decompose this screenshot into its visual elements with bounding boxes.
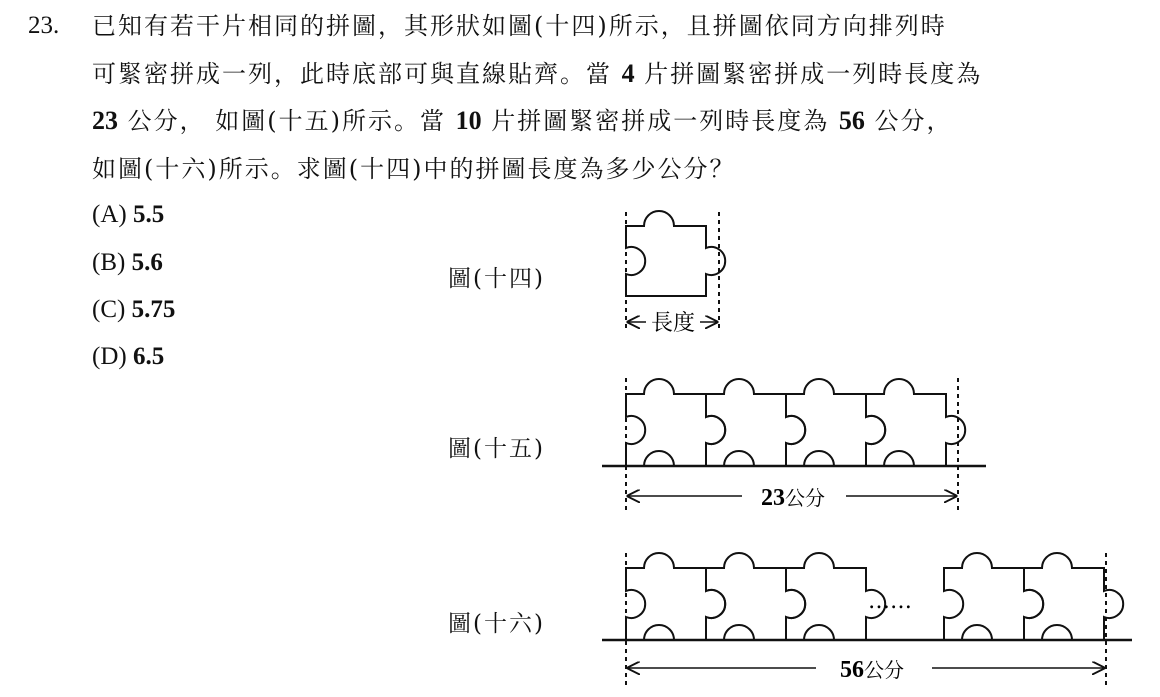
question-text: 可緊密拼成一列，此時底部可與直線貼齊。當 <box>92 60 622 88</box>
option-value: 5.75 <box>131 296 176 323</box>
question-text: 如圖(十六)所示。求圖(十四)中的拼圖長度為多少公分？ <box>92 155 736 183</box>
fig15-piece-3-bottom-notch <box>804 451 834 466</box>
bold-number: 23 <box>92 106 118 135</box>
fig16-piece-9 <box>944 553 1043 640</box>
fig14-label: 圖(十四) <box>448 266 545 292</box>
fig16-piece-2 <box>706 553 805 640</box>
fig16-dim-number: 56 <box>840 657 864 683</box>
question-text: 公分， 如圖(十五)所示。當 <box>118 107 456 135</box>
option-letter: (B) <box>92 249 126 276</box>
fig16-dim-unit: 公分 <box>864 658 904 682</box>
option-letter: (A) <box>92 201 127 228</box>
fig14-piece <box>626 211 725 296</box>
fig15-piece-4 <box>866 379 965 466</box>
ellipsis: …… <box>868 589 912 614</box>
option-value: 6.5 <box>132 343 165 370</box>
fig16-piece-9-bottom-notch <box>962 625 992 640</box>
fig15-piece-2-bottom-notch <box>724 451 754 466</box>
fig15-dimension <box>761 485 825 511</box>
option-letter: (C) <box>92 296 126 323</box>
length-label: 長度 <box>650 311 696 336</box>
fig16-dimension <box>840 657 904 683</box>
fig15-piece-1-bottom-notch <box>644 451 674 466</box>
question-number: 23. <box>28 12 60 39</box>
option-value: 5.5 <box>132 201 165 228</box>
bold-number: 4 <box>621 59 635 88</box>
option-value: 5.6 <box>131 249 163 276</box>
fig15-piece-1 <box>626 379 725 466</box>
fig15-dim-unit: 公分 <box>785 486 825 510</box>
fig15-piece-2 <box>706 379 805 466</box>
fig16-piece-1-bottom-notch <box>644 625 674 640</box>
bold-number: 56 <box>838 106 865 135</box>
fig16-piece-10 <box>1024 553 1123 640</box>
question-text: 公分， <box>864 107 953 135</box>
fig16-piece-2-bottom-notch <box>724 625 754 640</box>
question-text: 已知有若干片相同的拼圖，其形狀如圖(十四)所示，且拼圖依同方向排列時 <box>92 12 947 40</box>
fig15-guides <box>602 378 986 512</box>
option-letter: (D) <box>92 343 127 370</box>
fig16-piece-10-bottom-notch <box>1042 625 1072 640</box>
fig15-piece-3 <box>786 379 885 466</box>
fig15-dim-number: 23 <box>761 485 785 511</box>
fig15-label: 圖(十五) <box>448 436 545 462</box>
fig16-piece-3-bottom-notch <box>804 625 834 640</box>
fig16-piece-1 <box>626 553 725 640</box>
question-text: 片拼圖緊密拼成一列時長度為 <box>634 60 983 88</box>
fig15-piece-4-bottom-notch <box>884 451 914 466</box>
bold-number: 10 <box>455 106 482 135</box>
question-text: 片拼圖緊密拼成一列時長度為 <box>481 107 839 135</box>
fig16-label: 圖(十六) <box>448 611 545 637</box>
